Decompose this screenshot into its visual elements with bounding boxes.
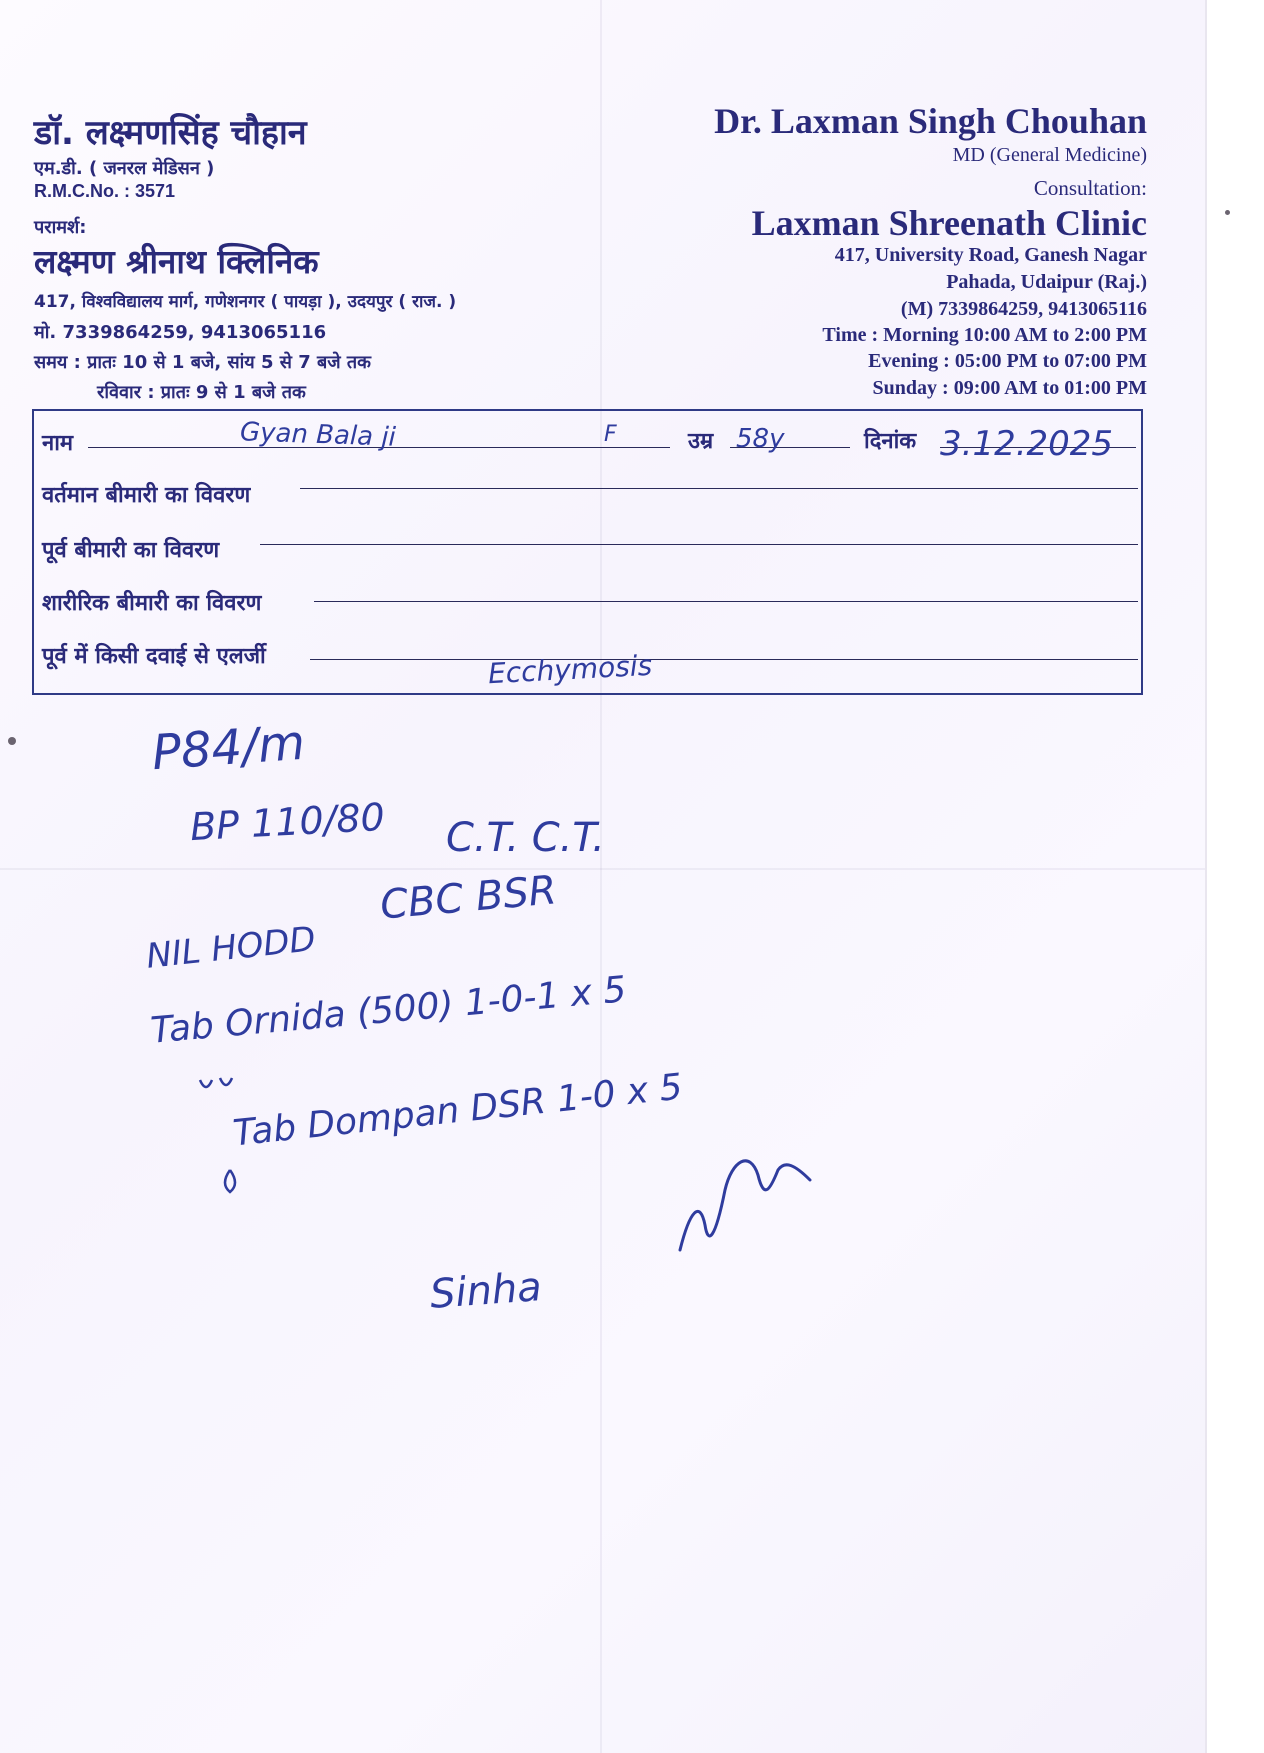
handwritten-signature-text: Sinha bbox=[428, 1264, 544, 1318]
degree-english: MD (General Medicine) bbox=[952, 144, 1147, 166]
handwritten-marks bbox=[180, 1060, 260, 1200]
doctor-name-hindi: डॉ. लक्ष्मणसिंह चौहान bbox=[34, 113, 307, 153]
physical-illness-line bbox=[314, 601, 1138, 602]
age-label: उम्र bbox=[688, 429, 714, 454]
paper-crease bbox=[0, 868, 1205, 870]
allergy-line bbox=[310, 659, 1138, 660]
address-line2-english: Pahada, Udaipur (Raj.) bbox=[946, 271, 1147, 293]
rmc-number: R.M.C.No. : 3571 bbox=[34, 181, 176, 201]
allergy-label: पूर्व में किसी दवाई से एलर्जी bbox=[42, 644, 266, 669]
handwritten-rx1: Tab Ornida (500) 1-0-1 x 5 bbox=[149, 969, 628, 1052]
pin-hole bbox=[8, 737, 16, 745]
address-line1-english: 417, University Road, Ganesh Nagar bbox=[834, 244, 1147, 266]
sunday-timing-hindi: रविवार : प्रातः 9 से 1 बजे तक bbox=[97, 382, 306, 403]
morning-timing-english: Time : Morning 10:00 AM to 2:00 PM bbox=[822, 324, 1147, 346]
sunday-timing-english: Sunday : 09:00 AM to 01:00 PM bbox=[872, 377, 1147, 399]
handwritten-sex: F bbox=[604, 422, 617, 447]
consultation-label-english: Consultation: bbox=[1033, 176, 1147, 200]
consultation-label-hindi: परामर्श: bbox=[34, 217, 87, 238]
handwritten-bp: BP 110/80 bbox=[188, 794, 386, 850]
past-illness-line bbox=[260, 544, 1138, 545]
handwritten-allergy-note: Ecchymosis bbox=[487, 648, 653, 691]
current-illness-label: वर्तमान बीमारी का विवरण bbox=[42, 483, 251, 508]
current-illness-line bbox=[300, 488, 1138, 489]
phone-english: (M) 7339864259, 9413065116 bbox=[900, 298, 1147, 320]
timing-hindi: समय : प्रातः 10 से 1 बजे, सांय 5 से 7 बजे तक bbox=[34, 352, 371, 373]
date-label: दिनांक bbox=[864, 429, 917, 454]
doctor-name-english: Dr. Laxman Singh Chouhan bbox=[714, 101, 1147, 141]
handwritten-age: 58y bbox=[736, 424, 785, 454]
handwritten-advice: NIL HODD bbox=[144, 919, 318, 977]
handwritten-date: 3.12.2025 bbox=[940, 424, 1114, 464]
doctor-signature bbox=[660, 1130, 840, 1270]
clinic-name-english: Laxman Shreenath Clinic bbox=[751, 203, 1147, 243]
handwritten-rx2: Tab Dompan DSR 1-0 x 5 bbox=[231, 1066, 685, 1155]
address-hindi: 417, विश्वविद्यालय मार्ग, गणेशनगर ( पायड़ा ), उदयपुर ( राज. ) bbox=[34, 292, 457, 312]
degree-hindi: एम.डी. ( जनरल मेडिसन ) bbox=[34, 158, 215, 179]
evening-timing-english: Evening : 05:00 PM to 07:00 PM bbox=[868, 350, 1147, 372]
handwritten-pulse: P84/m bbox=[150, 714, 307, 782]
handwritten-patient-name: Gyan Bala ji bbox=[239, 417, 397, 453]
handwritten-test2: CBC BSR bbox=[378, 867, 559, 929]
pin-hole bbox=[1225, 210, 1230, 215]
paper-crease bbox=[600, 0, 602, 1753]
clinic-name-hindi: लक्ष्मण श्रीनाथ क्लिनिक bbox=[34, 242, 319, 281]
name-label: नाम bbox=[42, 431, 74, 456]
past-illness-label: पूर्व बीमारी का विवरण bbox=[42, 538, 220, 563]
handwritten-test1: C.T. C.T. bbox=[446, 815, 605, 861]
physical-illness-label: शारीरिक बीमारी का विवरण bbox=[42, 591, 262, 616]
phone-hindi: मो. 7339864259, 9413065116 bbox=[34, 322, 327, 343]
